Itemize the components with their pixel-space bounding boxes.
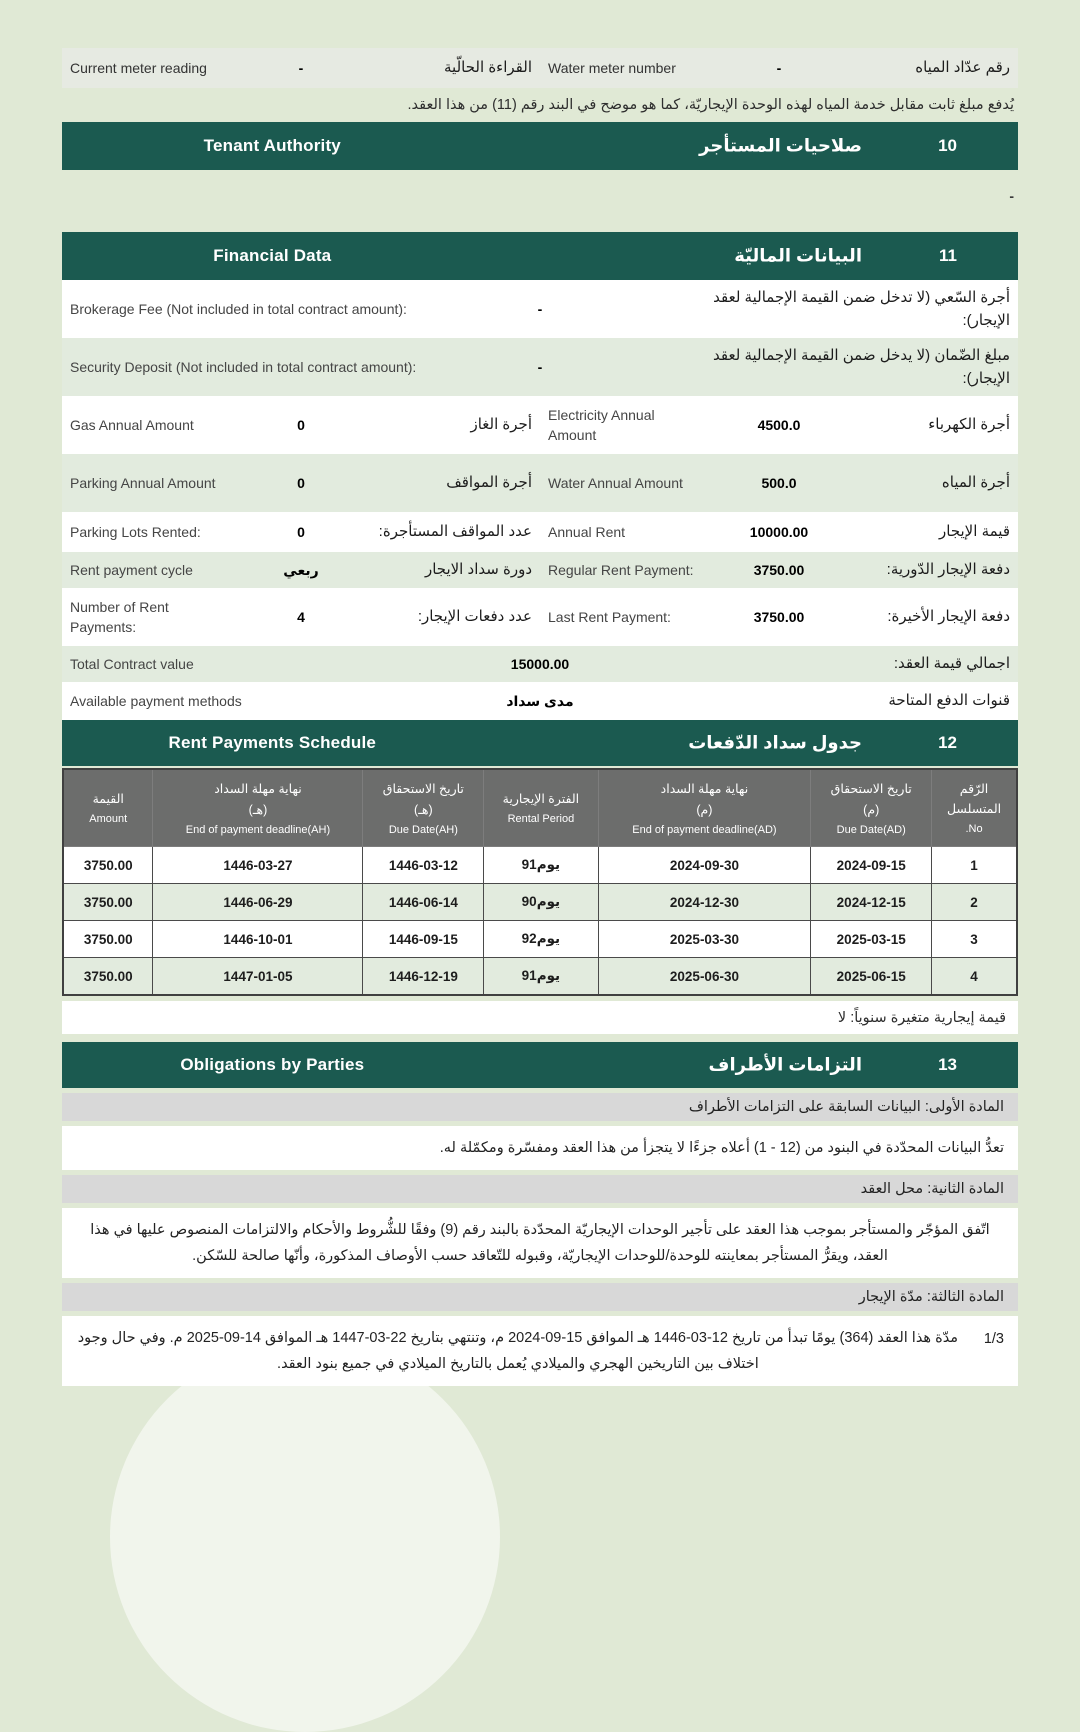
- field-value: -: [776, 60, 782, 76]
- column-label-en: Due Date(AD): [836, 823, 906, 836]
- field-label-en: Current meter reading: [70, 59, 207, 76]
- section-title-en: Obligations by Parties: [180, 1055, 365, 1074]
- schedule-cell: 2: [932, 884, 1017, 921]
- field-label-en: Security Deposit (Not included in total contract amount):: [70, 358, 417, 375]
- article-text: [62, 1316, 1018, 1386]
- schedule-cell: 1446-09-15: [363, 921, 484, 958]
- financial-row: [62, 588, 1018, 646]
- article-heading: المادة الثالثة: مدّة الإيجار: [62, 1283, 1018, 1311]
- column-label-ar: تاريخ الاستحقاق: [830, 781, 912, 796]
- field-pair: [540, 454, 1018, 512]
- field-value: 0: [297, 417, 305, 433]
- field-pair-meter-number: [540, 48, 1018, 88]
- water-meter-row: [62, 48, 1018, 88]
- financial-row: [62, 396, 1018, 454]
- field-label-en: Total Contract value: [70, 655, 194, 672]
- field-value: 4500.0: [757, 417, 801, 433]
- field-label-en: Available payment methods: [70, 692, 242, 709]
- schedule-cell: 2024-12-15: [811, 884, 932, 921]
- column-label-ar: نهاية مهلة السداد: [660, 781, 749, 796]
- field-label-ar: قيمة الإيجار: [939, 523, 1010, 541]
- field-value: ربعي: [283, 561, 319, 578]
- field-label-ar: عدد دفعات الإيجار:: [417, 608, 532, 626]
- schedule-cell: 2025-03-30: [598, 921, 811, 958]
- field-pair-current-reading: [62, 48, 540, 88]
- field-pair: [540, 396, 1018, 454]
- schedule-cell: 91يوم: [484, 958, 598, 996]
- section-title-ar: جدول سداد الدّفعات: [688, 732, 862, 753]
- schedule-cell: 1446-03-27: [153, 847, 363, 884]
- schedule-cell: 91يوم: [484, 847, 598, 884]
- field-pair: [62, 646, 1018, 682]
- field-pair: [62, 454, 540, 512]
- field-label-en: Number of Rent Payments:: [70, 598, 169, 635]
- field-label-ar: رقم عدّاد المياه: [915, 59, 1010, 77]
- financial-row: [62, 338, 1018, 396]
- schedule-cell: 1446-12-19: [363, 958, 484, 996]
- field-label-en: Regular Rent Payment:: [548, 561, 694, 578]
- schedule-cell: 90يوم: [484, 884, 598, 921]
- section-header-financial-data: [62, 232, 1018, 280]
- column-label-en: .No: [965, 823, 983, 836]
- column-label-calendar: (م): [863, 802, 880, 817]
- field-value: 3750.00: [753, 562, 805, 578]
- schedule-column-header: [598, 769, 811, 847]
- field-label-en: Water Annual Amount: [548, 474, 683, 491]
- column-label-ar: نهاية مهلة السداد: [214, 781, 302, 796]
- schedule-column-header: [484, 769, 598, 847]
- article-number: 1/3: [983, 1331, 1004, 1348]
- schedule-cell: 2025-06-30: [598, 958, 811, 996]
- field-label-ar: أجرة المياه: [941, 474, 1010, 492]
- schedule-cell: 3750.00: [63, 884, 153, 921]
- field-label-ar: اجمالي قيمة العقد:: [893, 655, 1010, 673]
- schedule-cell: 1447-01-05: [153, 958, 363, 996]
- field-pair: [540, 552, 1018, 588]
- field-value: -: [537, 301, 543, 317]
- field-label-en: Parking Lots Rented:: [70, 523, 201, 540]
- financial-data-rows: [62, 280, 1018, 720]
- field-pair: [62, 682, 1018, 720]
- schedule-header-row: [63, 769, 1017, 847]
- field-label-ar: أجرة المواقف: [446, 474, 532, 492]
- field-label-en: Annual Rent: [548, 523, 626, 540]
- schedule-row: [63, 884, 1017, 921]
- schedule-cell: 4: [932, 958, 1017, 996]
- schedule-cell: 2024-09-15: [811, 847, 932, 884]
- field-label-ar: أجرة الكهرباء: [928, 416, 1010, 434]
- column-label-calendar: (هـ): [414, 802, 433, 817]
- financial-row: [62, 552, 1018, 588]
- water-fee-note: يُدفع مبلغ ثابت مقابل خدمة المياه لهذه الوحدة الإيجاريّة، كما هو موضح في البند رقم (11) من هذا العقد.: [407, 97, 1014, 113]
- field-pair: [62, 280, 1018, 338]
- schedule-column-header: [932, 769, 1017, 847]
- field-value: 0: [297, 475, 305, 491]
- column-label-ar: القيمة: [92, 792, 124, 807]
- field-value: مدى سداد: [506, 692, 574, 709]
- tenant-authority-value: -: [1009, 188, 1014, 204]
- column-label-ar: تاريخ الاستحقاق: [382, 781, 464, 796]
- section-number: 11: [939, 246, 957, 265]
- field-label-ar: دورة سداد الايجار: [424, 561, 532, 579]
- field-label-en: Last Rent Payment:: [548, 608, 671, 625]
- article-body: مدّة هذا العقد (364) يومًا تبدأ من تاريخ 12-03-1446 هـ الموافق 15-09-2024 م، وتنتهي بتاريخ 22-03-1447 هـ الموافق 14-09-2025 م. وفي حال وجود اختلاف بين التاريخين الهجري والميلادي يُعمل بالتاريخ الميلادي في جميع بنود العقد.: [77, 1330, 959, 1373]
- schedule-cell: 2025-06-15: [811, 958, 932, 996]
- field-value: -: [298, 60, 304, 76]
- field-value: 500.0: [761, 475, 797, 491]
- schedule-row: [63, 958, 1017, 996]
- section-title-en: Tenant Authority: [203, 136, 341, 155]
- schedule-cell: 3: [932, 921, 1017, 958]
- field-label-ar: دفعة الإيجار الدّورية:: [886, 561, 1010, 579]
- field-label-ar: مبلغ الضّمان (لا يدخل ضمن القيمة الإجمالية لعقد الإيجار):: [713, 346, 1010, 387]
- article-heading: المادة الثانية: محل العقد: [62, 1175, 1018, 1203]
- financial-row: [62, 682, 1018, 720]
- schedule-cell: 1: [932, 847, 1017, 884]
- schedule-row: [63, 921, 1017, 958]
- schedule-cell: 3750.00: [63, 958, 153, 996]
- field-pair: [540, 512, 1018, 552]
- schedule-column-header: [363, 769, 484, 847]
- column-label-calendar: (م): [696, 802, 713, 817]
- column-label-calendar: (هـ): [248, 802, 268, 817]
- obligation-articles: [62, 1093, 1018, 1386]
- column-label-en: End of payment deadline(AH): [185, 823, 331, 836]
- column-label-en: Rental Period: [507, 813, 575, 826]
- section-header-obligations: [62, 1042, 1018, 1088]
- financial-row: [62, 512, 1018, 552]
- schedule-cell: 1446-06-29: [153, 884, 363, 921]
- payments-schedule-table: [62, 768, 1018, 996]
- column-label-en: End of payment deadline(AD): [632, 823, 777, 836]
- contract-content: [62, 48, 1018, 1386]
- field-pair: [62, 512, 540, 552]
- schedule-column-header: [63, 769, 153, 847]
- column-label-en: Due Date(AH): [388, 823, 458, 836]
- financial-row: [62, 646, 1018, 682]
- schedule-cell: 2024-12-30: [598, 884, 811, 921]
- field-pair: [540, 588, 1018, 646]
- field-value: -: [537, 359, 543, 375]
- field-pair: [62, 552, 540, 588]
- schedule-cell: 3750.00: [63, 847, 153, 884]
- section-title-ar: صلاحيات المستأجر: [699, 135, 862, 156]
- schedule-cell: 3750.00: [63, 921, 153, 958]
- field-value: 15000.00: [510, 656, 570, 672]
- field-value: 4: [297, 609, 305, 625]
- field-value: 3750.00: [753, 609, 805, 625]
- schedule-cell: 1446-06-14: [363, 884, 484, 921]
- section-title-ar: البيانات الماليّة: [734, 245, 862, 266]
- field-label-ar: قنوات الدفع المتاحة: [888, 692, 1010, 710]
- field-pair: [62, 588, 540, 646]
- column-label-ar: الفترة الإيجارية: [502, 792, 580, 807]
- column-label-en: Amount: [89, 813, 128, 826]
- section-header-payments-schedule: [62, 720, 1018, 766]
- field-label-ar: أجرة السّعي (لا تدخل ضمن القيمة الإجمالية لعقد الإيجار):: [713, 288, 1010, 329]
- field-label-ar: القراءة الحالّية: [444, 59, 532, 77]
- financial-row: [62, 454, 1018, 512]
- schedule-cell: 2025-03-15: [811, 921, 932, 958]
- schedule-cell: 2024-09-30: [598, 847, 811, 884]
- field-label-en: Electricity Annual Amount: [548, 406, 655, 443]
- column-label-ar: الرّقم المتسلسل: [946, 782, 1002, 817]
- section-title-en: Financial Data: [213, 246, 332, 265]
- field-label-en: Water meter number: [548, 59, 676, 76]
- variable-rent-note: قيمة إيجارية متغيرة سنوياً: لا: [62, 1001, 1018, 1034]
- schedule-cell: 92يوم: [484, 921, 598, 958]
- schedule-cell: 1446-03-12: [363, 847, 484, 884]
- article-text: اتّفق المؤجّر والمستأجر بموجب هذا العقد على تأجير الوحدات الإيجاريّة المحدّدة بالبند رقم (9) وفقًا للشُّروط والأحكام والالتزامات المنصوص عليها في هذا العقد، ويقرُّ المستأجر بمعاينته للوحدة/للوحدات الإيجاريّة، وقبوله للتّعاقد حسب الأوصاف المذكورة، وأنّها صالحة للسّكن.: [62, 1208, 1018, 1278]
- field-label-en: Rent payment cycle: [70, 561, 193, 578]
- tenant-authority-content: [62, 170, 1018, 232]
- schedule-cell: 1446-10-01: [153, 921, 363, 958]
- article-text: تعدُّ البيانات المحدّدة في البنود من (‎1 - 12‎) أعلاه جزءًا لا يتجزأ من هذا العقد ومفسّرة ومكمّلة له.: [62, 1126, 1018, 1170]
- financial-row: [62, 280, 1018, 338]
- section-title-ar: التزامات الأطراف: [708, 1054, 862, 1075]
- schedule-column-header: [811, 769, 932, 847]
- schedule-row: [63, 847, 1017, 884]
- field-pair: [62, 338, 1018, 396]
- section-number: 12: [938, 733, 957, 752]
- section-number: 13: [938, 1055, 957, 1074]
- article-heading: المادة الأولى: البيانات السابقة على التزامات الأطراف: [62, 1093, 1018, 1121]
- section-title-en: Rent Payments Schedule: [168, 733, 377, 752]
- watermark-circle: [110, 1342, 500, 1732]
- field-value: 10000.00: [749, 524, 809, 540]
- field-label-en: Gas Annual Amount: [70, 416, 194, 433]
- section-header-tenant-authority: [62, 122, 1018, 170]
- field-label-ar: دفعة الإيجار الأخيرة:: [887, 608, 1010, 626]
- field-label-en: Brokerage Fee (Not included in total contract amount):: [70, 300, 407, 317]
- field-pair: [62, 396, 540, 454]
- field-label-ar: أجرة الغاز: [470, 416, 532, 434]
- schedule-column-header: [153, 769, 363, 847]
- field-value: 0: [297, 524, 305, 540]
- section-number: 10: [938, 136, 957, 155]
- field-label-ar: عدد المواقف المستأجرة:: [378, 523, 532, 541]
- field-label-en: Parking Annual Amount: [70, 474, 216, 491]
